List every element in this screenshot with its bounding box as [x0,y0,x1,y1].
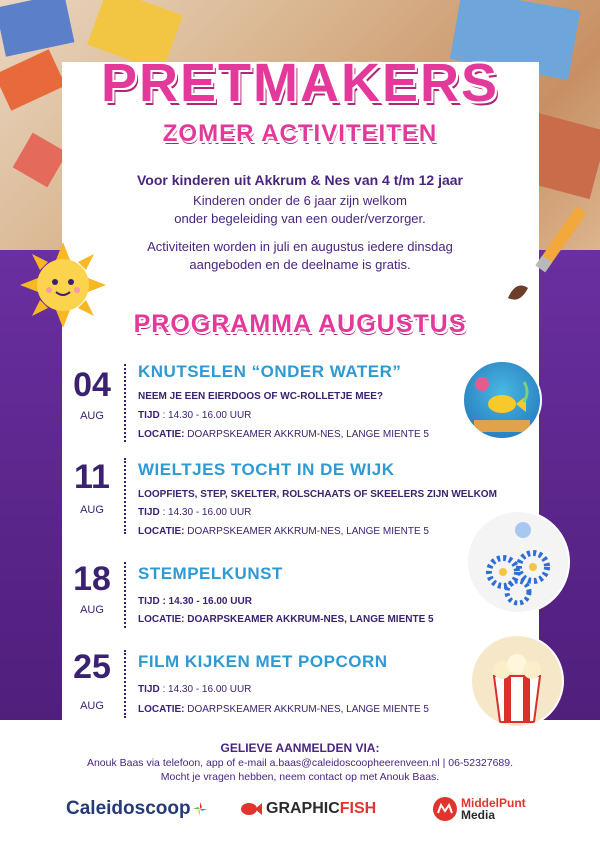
time-value: : 14.30 - 16.00 UUR [162,410,252,421]
fish-wordmark: FISH [339,800,377,817]
caleidoscoop-mark-icon [193,802,207,816]
signup-heading: GELIEVE AANMELDEN VIA: [220,741,380,755]
poster-subtitle: ZOMER ACTIVITEITEN [162,120,438,147]
intro-line: onder begeleiding van een ouder/verzorger. [174,211,426,226]
media-wordmark: Media [461,808,496,822]
underwater-craft-icon [464,362,540,438]
event-item [62,560,539,640]
event-item [62,360,539,460]
event-time [138,684,251,695]
event-time [138,507,251,518]
questions-line: Mocht je vragen hebben, neem contact op met Anouk Baas. [160,771,440,783]
intro-text [0,238,600,274]
intro-line: Activiteiten worden in juli en augustus iedere dinsdag [147,239,453,254]
event-month: AUG [80,504,104,516]
event-time [138,410,251,421]
event-photo [462,360,542,440]
event-location [138,704,429,715]
time-label: TIJD [138,507,160,518]
event-divider [124,458,126,534]
location-label: LOCATIE: [138,614,185,625]
event-title: STEMPELKUNST [138,564,283,583]
event-day: 25 [73,648,111,686]
fish-icon [240,801,262,817]
location-value: DOARPSKEAMER AKKRUM-NES, LANGE MIENTE 5 [187,704,429,715]
event-month: AUG [80,700,104,712]
event-item [62,648,539,728]
event-title: WIELTJES TOCHT IN DE WIJK [138,460,395,479]
event-day: 04 [73,366,111,404]
event-time [138,596,252,607]
middelpunt-text [461,797,526,821]
target-audience: Voor kinderen uit Akkrum & Nes van 4 t/m 12 jaar [137,172,463,188]
contact-line: Anouk Baas via telefoon, app of e-mail a.baas@caleidoscoopheerenveen.nl | 06-52327689. [86,757,514,769]
event-item [62,458,539,558]
event-location [138,614,434,625]
event-day: 18 [73,560,111,598]
popcorn-icon [472,636,562,726]
intro-text [0,192,600,228]
event-title: FILM KIJKEN MET POPCORN [138,652,388,671]
event-month: AUG [80,604,104,616]
location-value: DOARPSKEAMER AKKRUM-NES, LANGE MIENTE 5 [187,614,434,625]
location-value: DOARPSKEAMER AKKRUM-NES, LANGE MIENTE 5 [187,429,429,440]
event-note: LOOPFIETS, STEP, SKELTER, ROLSCHAATS OF SKEELERS ZIJN WELKOM [138,489,497,500]
event-location [138,526,429,537]
event-divider [124,650,126,718]
time-value: : 14.30 - 16.00 UUR [162,596,252,607]
time-value: : 14.30 - 16.00 UUR [162,684,252,695]
location-value: DOARPSKEAMER AKKRUM-NES, LANGE MIENTE 5 [187,526,429,537]
event-divider [124,562,126,628]
time-label: TIJD [138,596,160,607]
graphic-wordmark: GRAPHIC [266,800,340,817]
program-heading: PROGRAMMA AUGUSTUS [133,310,467,338]
location-label: LOCATIE: [138,526,185,537]
event-month: AUG [80,410,104,422]
middelpunt-wordmark: MiddelPunt [461,796,526,810]
time-value: : 14.30 - 16.00 UUR [162,507,252,518]
event-day: 11 [74,458,110,496]
middelpunt-mark-icon [432,796,458,822]
middelpunt-logo [432,796,526,822]
event-location [138,429,429,440]
event-photo [470,634,564,728]
time-label: TIJD [138,684,160,695]
intro-line: Kinderen onder de 6 jaar zijn welkom [193,193,407,208]
poster-title: PRETMAKERS [100,53,500,113]
caleidoscoop-logo [66,796,207,822]
event-divider [124,364,126,442]
event-title: KNUTSELEN “ONDER WATER” [138,362,402,381]
graphicfish-logo [240,796,376,822]
location-label: LOCATIE: [138,704,185,715]
intro-line: aangeboden en de deelname is gratis. [189,257,411,272]
location-label: LOCATIE: [138,429,185,440]
time-label: TIJD [138,410,160,421]
event-note: NEEM JE EEN EIERDOOS OF WC-ROLLETJE MEE? [138,391,384,402]
caleidoscoop-wordmark: Caleidoscoop [66,798,191,819]
